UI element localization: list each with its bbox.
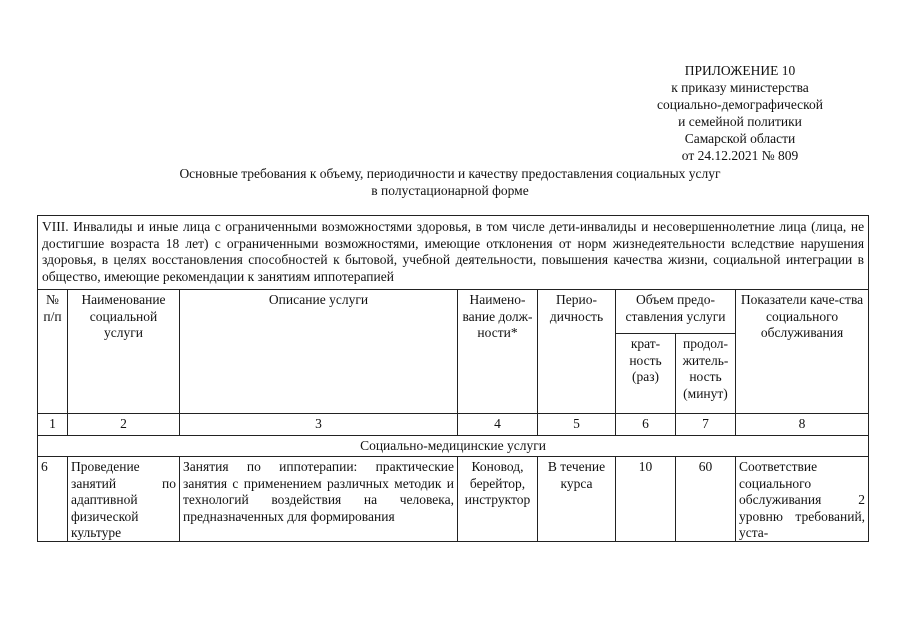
document-title-line-2: в полустационарной форме bbox=[371, 183, 529, 198]
appendix-line: к приказу министерства bbox=[671, 80, 809, 95]
row-duration: 60 bbox=[676, 457, 736, 542]
header-quality: Показатели каче-ства социального обслуживания bbox=[736, 290, 869, 414]
row-service-name: Проведение занятий по адаптивной физической культуре bbox=[68, 457, 180, 542]
appendix-line: Самарской области bbox=[684, 131, 796, 146]
header-position: Наимено-вание долж-ности* bbox=[458, 290, 538, 414]
appendix-line: ПРИЛОЖЕНИЕ 10 bbox=[684, 63, 796, 78]
appendix-line: от 24.12.2021 № 809 bbox=[681, 148, 799, 163]
header-volume: Объем предо-ставления услуги bbox=[616, 290, 736, 334]
row-num: 6 bbox=[38, 457, 68, 542]
header-num: № п/п bbox=[38, 290, 68, 414]
row-frequency: 10 bbox=[616, 457, 676, 542]
column-number: 6 bbox=[616, 414, 676, 436]
header-description: Описание услуги bbox=[180, 290, 458, 414]
appendix-line: социально-демографической bbox=[656, 97, 824, 112]
column-number: 3 bbox=[180, 414, 458, 436]
column-number: 2 bbox=[68, 414, 180, 436]
appendix-block bbox=[600, 62, 880, 164]
row-description: Занятия по иппотерапии: практические занятия с применением различных методик и технологий воздействия на человека, предназначенных для формирования bbox=[180, 457, 458, 542]
header-service-name: Наименование социальной услуги bbox=[68, 290, 180, 414]
header-duration: продол-житель-ность (минут) bbox=[676, 334, 736, 414]
header-periodicity: Перио-дичность bbox=[538, 290, 616, 414]
column-number: 7 bbox=[676, 414, 736, 436]
column-number: 4 bbox=[458, 414, 538, 436]
category-heading: Социально-медицинские услуги bbox=[38, 435, 869, 457]
document-title-line-1: Основные требования к объему, периодичности и качеству предоставления социальных услуг bbox=[179, 166, 721, 181]
column-number: 1 bbox=[38, 414, 68, 436]
row-position: Коновод, берейтор, инструктор bbox=[458, 457, 538, 542]
requirements-table bbox=[37, 215, 869, 542]
column-number: 8 bbox=[736, 414, 869, 436]
row-periodicity: В течение курса bbox=[538, 457, 616, 542]
appendix-line: и семейной политики bbox=[678, 114, 802, 129]
row-quality: Соответствие социального обслуживания 2 уровню требований, уста- bbox=[736, 457, 869, 542]
document-title bbox=[110, 165, 790, 199]
table-row bbox=[38, 457, 869, 542]
column-number: 5 bbox=[538, 414, 616, 436]
section-description: VIII. Инвалиды и иные лица с ограниченными возможностями здоровья, в том числе дети-инвалиды и несовершеннолетние лица (лица, не достигшие возраста 18 лет) с ограниченными возможностями, имеющие отклонения от норм жизнедеятельности вследствие нарушения здоровья, в целях восстановления способностей к бытовой, учебной деятельности, повышения качества жизни, социальной интеграции в общество, имеющие рекомендации к занятиям иппотерапией bbox=[38, 216, 869, 290]
header-frequency: крат-ность (раз) bbox=[616, 334, 676, 414]
